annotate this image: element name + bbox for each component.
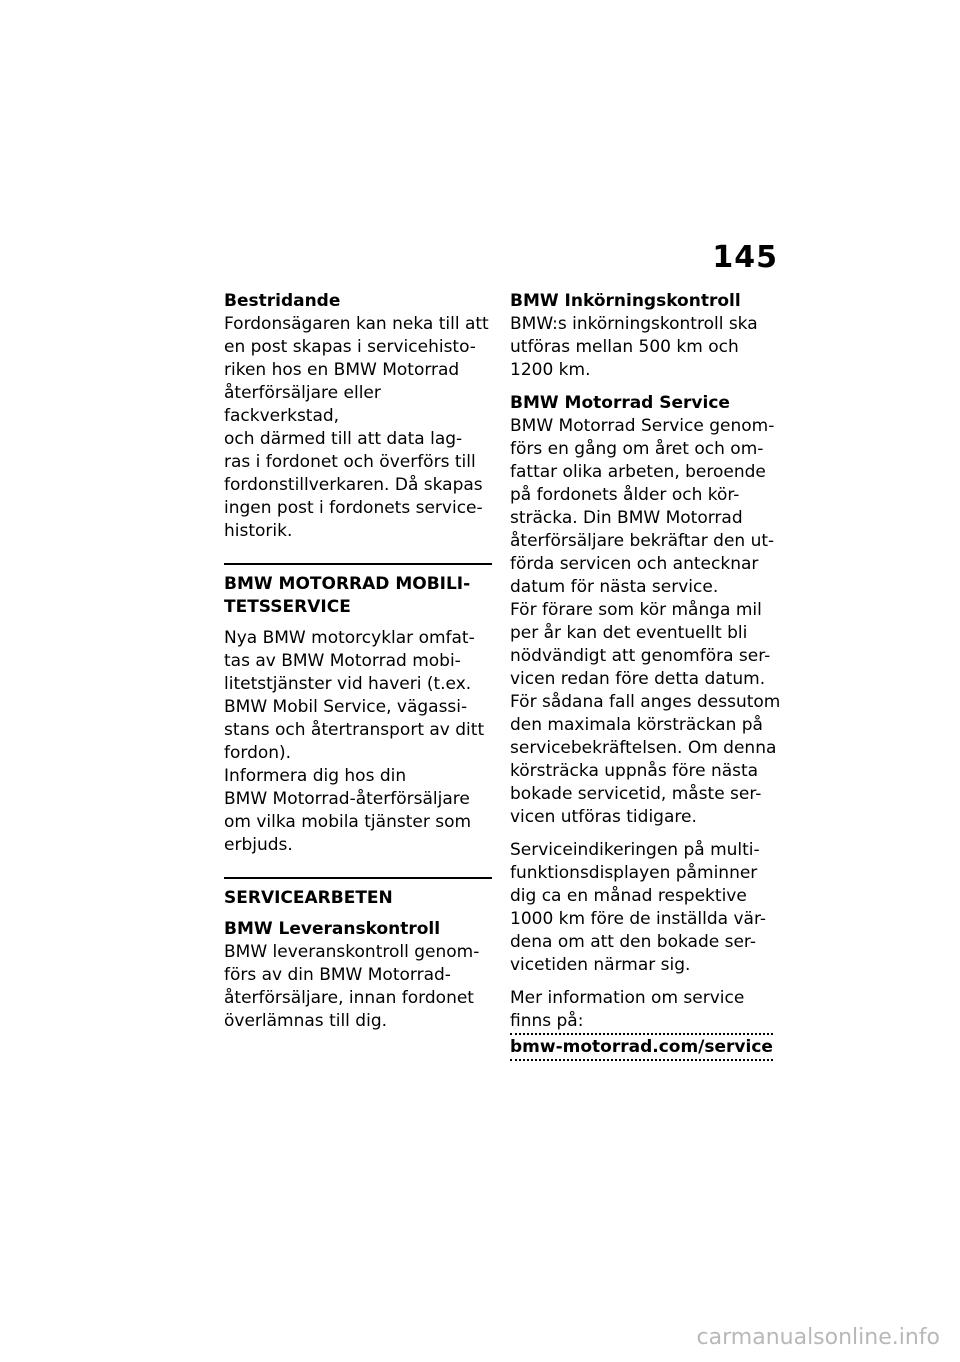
motorrad-service-text-1: BMW Motorrad Service genom- förs en gång om året och om- fattar olika arbeten, beroende på fordonets ålder och kör- sträcka. Din BMW Motorrad återförsäljare bekräftar den ut- förda servicen och antecknar datum för nästa service. [510,416,775,597]
motorrad-service-heading: BMW Motorrad Service [510,393,730,413]
mobility-text-2: Informera dig hos din BMW Motorrad-återförsäljare om vilka mobila tjänster som erbjuds. [224,766,472,855]
delivery-heading: BMW Leveranskontroll [224,919,441,939]
page-number: 145 [712,240,778,275]
runin-text: BMW:s inkörningskontroll ska utföras mellan 500 km och 1200 km. [510,314,758,380]
motorrad-service-text-2: För förare som kör många mil per år kan det eventuellt bli nödvändigt att genomföra ser- vicen redan före detta datum. För sådana fall anges dessutom den maximala körsträckan på servicebekräftelsen. Om denna körsträcka uppnås före nästa bokade servicetid, måste ser- vicen utföras tidigare. [510,600,781,827]
left-column [224,290,494,1033]
section-divider-mobility [224,563,492,565]
delivery-text: BMW leveranskontroll genom- förs av din BMW Motorrad- återförsäljare, innan fordonet överlämnas till dig. [224,942,480,1031]
indicator-text: Serviceindikeringen på multi- funktionsdisplayen påminner dig ca en månad respektive 1000 km före de inställda vär- dena om att den bokade ser- vicetiden närmar sig. [510,840,767,975]
mobility-section-title: BMW MOTORRAD MOBILI- TETSSERVICE [224,574,471,617]
dispute-heading: Bestridande [224,291,341,311]
service-link[interactable]: bmw-motorrad.com/service [510,1033,773,1061]
more-info-text: Mer information om service finns på: [510,988,745,1031]
service-section-title: SERVICEARBETEN [224,888,393,908]
mobility-text-1: Nya BMW motorcyklar omfat- tas av BMW Motorrad mobi- litetstjänster vid haveri (t.ex. BMW Mobil Service, vägassi- stans och återtransport av ditt fordon). [224,628,485,763]
runin-heading: BMW Inkörningskontroll [510,291,741,311]
watermark: carmanualsonline.info [696,1325,940,1350]
dispute-text: Fordonsägaren kan neka till att en post skapas i servicehisto- riken hos en BMW Motorrad återförsäljare eller fackverkstad, och därmed till att data lag- ras i fordonet och överförs till fordonstillverkaren. Då skapas ingen post i fordonets service- historik. [224,314,489,541]
section-divider-service [224,877,492,879]
right-column [510,290,785,1061]
